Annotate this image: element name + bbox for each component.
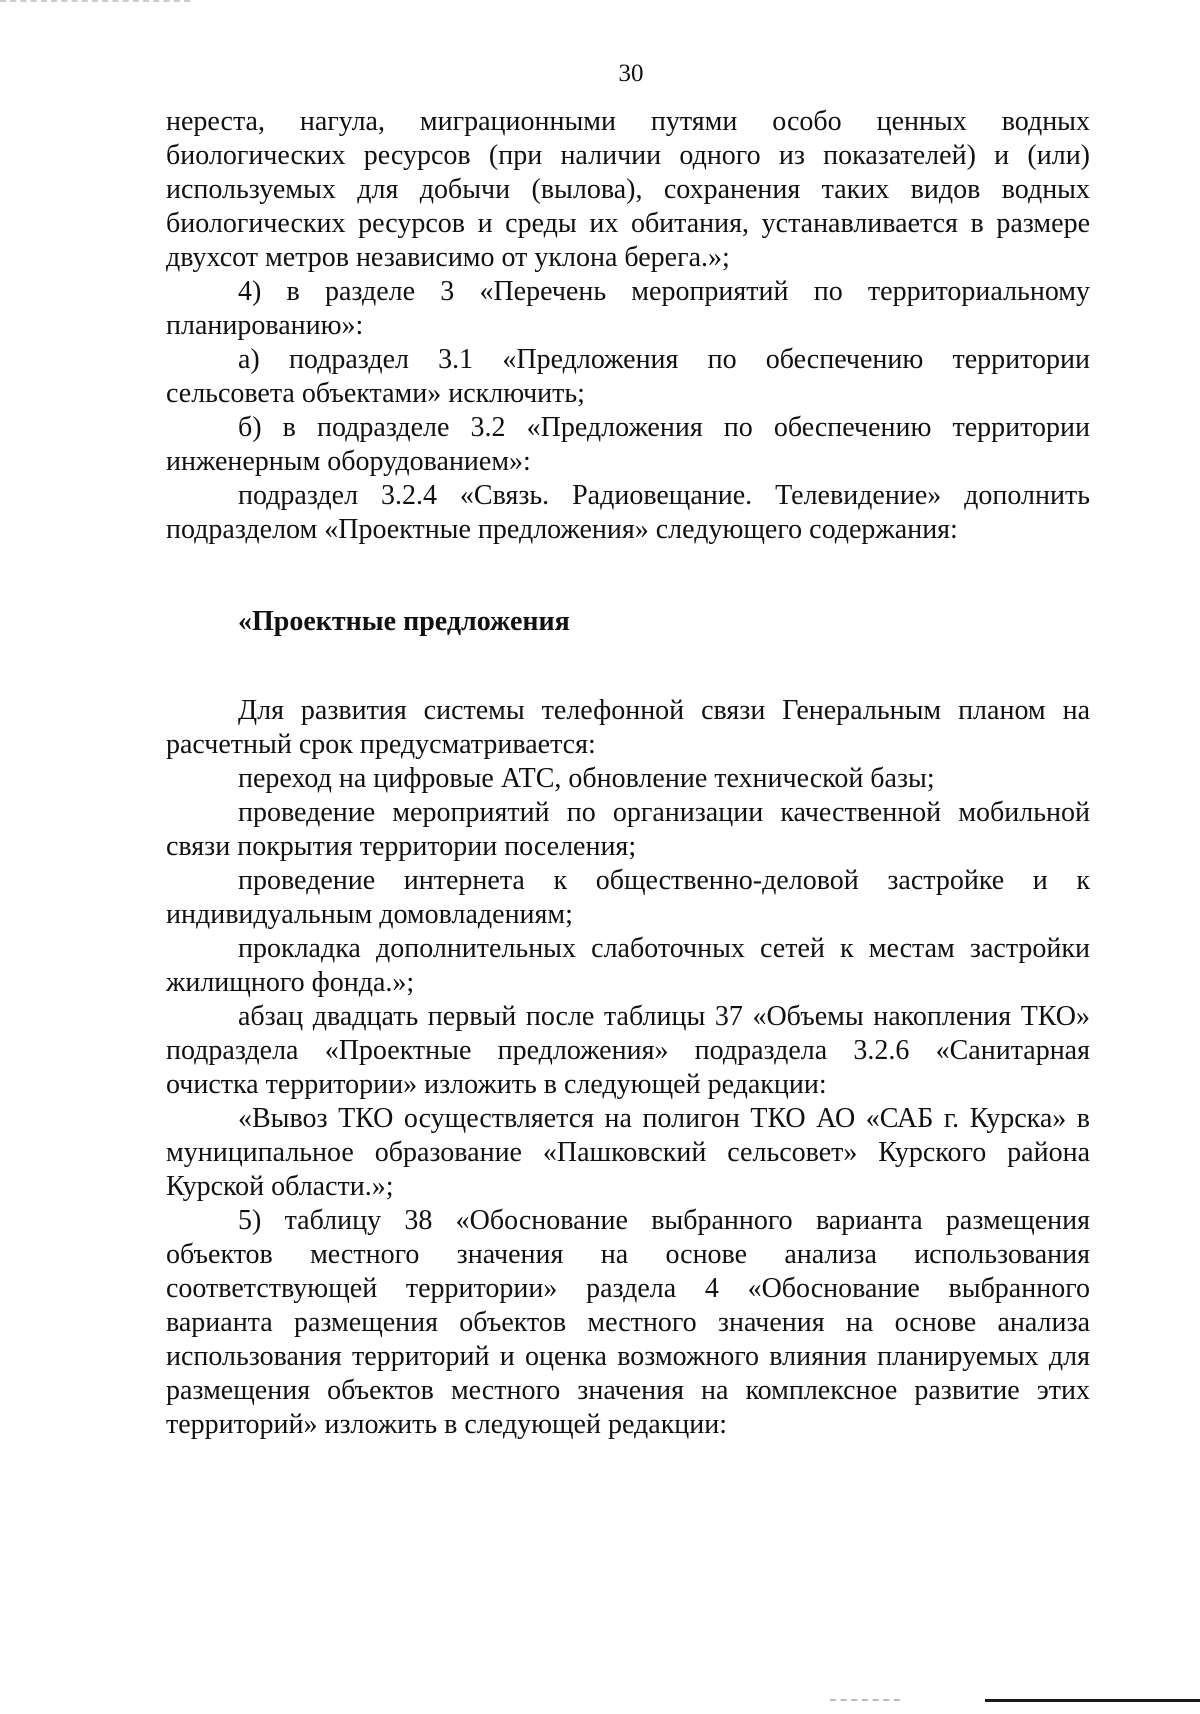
paragraph-telephone: Для развития системы телефонной связи Генеральным планом на расчетный срок предусматривается:: [166, 695, 1090, 760]
paragraph-tko-removal: «Вывоз ТКО осуществляется на полигон ТКО АО «САБ г. Курска» в муниципальное образование «Пашковский сельсовет» Курского района Курской области.»;: [166, 1103, 1090, 1202]
footer-rule: [985, 1699, 1200, 1702]
paragraph-item-a: а) подраздел 3.1 «Предложения по обеспечению территории сельсовета объектами» исключить;: [166, 344, 1090, 409]
paragraph-item-4: 4) в разделе 3 «Перечень мероприятий по территориальному планированию»:: [166, 276, 1090, 341]
paragraph-item-5: 5) таблицу 38 «Обоснование выбранного варианта размещения объектов местного значения на основе анализа использования соответствующей территории» раздела 4 «Обоснование выбранного варианта размещения объектов местного значения на основе анализа использования территорий и оценка возможного влияния планируемых для размещения объектов местного значения на комплексное развитие этих территорий» изложить в следующей редакции:: [166, 1205, 1090, 1440]
paragraph-tko-abzac: абзац двадцать первый после таблицы 37 «Объемы накопления ТКО» подраздела «Проектные предложения» подраздела 3.2.6 «Санитарная очистка территории» изложить в следующей редакции:: [166, 1001, 1090, 1100]
document-body: [166, 105, 1090, 1442]
scan-edge-mark: [0, 0, 190, 6]
section-heading: «Проектные предложения: [238, 606, 570, 637]
scan-footer-mark: [830, 1699, 900, 1701]
paragraph-item-b: б) в подразделе 3.2 «Предложения по обеспечению территории инженерным оборудованием»:: [166, 412, 1090, 477]
paragraph-digital-ats: переход на цифровые АТС, обновление технической базы;: [238, 763, 935, 794]
paragraph-continuation: нереста, нагула, миграционными путями особо ценных водных биологических ресурсов (при наличии одного из показателей) и (или) используемых для добычи (вылова), сохранения таких видов водных биологических ресурсов и среды их обитания, устанавливается в размере двухсот метров независимо от уклона берега.»;: [166, 106, 1090, 273]
paragraph-mobile: проведение мероприятий по организации качественной мобильной связи покрытия территории поселения;: [166, 797, 1090, 862]
paragraph-internet: проведение интернета к общественно-деловой застройке и к индивидуальным домовладениям;: [166, 865, 1090, 930]
page-number: 30: [618, 60, 644, 87]
paragraph-low-current: прокладка дополнительных слаботочных сетей к местам застройки жилищного фонда.»;: [166, 933, 1090, 998]
paragraph-subsection-3-2-4: подраздел 3.2.4 «Связь. Радиовещание. Телевидение» дополнить подразделом «Проектные предложения» следующего содержания:: [166, 480, 1090, 545]
